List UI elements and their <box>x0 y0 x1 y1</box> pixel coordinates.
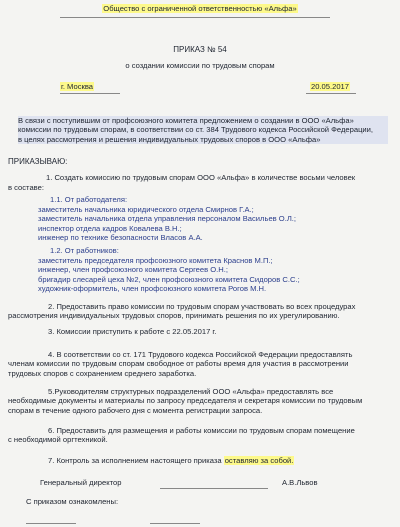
workers-heading: 1.2. От работников: <box>50 246 119 255</box>
preamble-line-2: комиссии по трудовым спорам, в соответствии со ст. 384 Трудового кодекса Российской Федерации, <box>18 125 374 135</box>
ack-rule-1 <box>26 523 76 524</box>
item-2-line-2: рассмотрения индивидуальных трудовых споров, принимать решения по их урегулированию. <box>8 311 340 321</box>
item-6-line-2: с необходимой оргтехникой. <box>8 435 108 445</box>
workers-list <box>38 256 300 294</box>
item-1-line-1: 1. Создать комиссию по трудовым спорам ООО «Альфа» в количестве восьми человек <box>46 173 356 182</box>
date-rule <box>306 93 356 94</box>
worker-member: бригадир слесарей цеха №2, член профсоюзного комитета Сидоров С.С.; <box>38 274 300 284</box>
acknowledged-label: С приказом ознакомлены: <box>26 497 119 506</box>
item-3: 3. Комиссии приступить к работе с 22.05.2017 г. <box>48 327 217 336</box>
item-4-line-3: трудовых споров с сохранением среднего заработка. <box>8 368 197 378</box>
org-name: Общество с ограниченной ответственностью «Альфа» <box>103 4 297 13</box>
worker-member: инженер, член профсоюзного комитета Сергеев О.Н.; <box>38 265 228 275</box>
item-7 <box>48 456 294 465</box>
item-4-line-1: 4. В соответствии со ст. 171 Трудового кодекса Российской Федерации предоставлять <box>48 350 353 359</box>
employer-heading: 1.1. От работодателя: <box>50 195 128 204</box>
org-header <box>0 4 400 13</box>
item-6 <box>8 426 355 445</box>
item-5-line-3: спорам в течение одного рабочего дня с момента регистрации запроса. <box>8 405 263 415</box>
header-rule <box>60 17 330 18</box>
order-date: 20.05.2017 <box>311 82 350 91</box>
preamble <box>18 116 388 144</box>
order-title: ПРИКАЗ № 54 <box>173 45 227 54</box>
item-5-line-1: 5.Руководителям структурных подразделений ООО «Альфа» предоставлять все <box>48 387 334 396</box>
item-5 <box>8 387 362 415</box>
item-4 <box>8 350 352 378</box>
employer-member: заместитель начальника отдела управления персоналом Васильев О.Л.; <box>38 214 297 224</box>
order-word: ПРИКАЗЫВАЮ: <box>8 157 68 166</box>
preamble-line-1: В связи с поступившим от профсоюзного комитета предложением о создании в ООО «Альфа» <box>18 116 354 125</box>
signature-position: Генеральный директор <box>40 478 122 487</box>
employer-member: инженер по технике безопасности Власов А.А. <box>38 233 203 243</box>
preamble-line-3: в целях рассмотрения и решения индивидуальных трудовых споров в ООО «Альфа» <box>18 134 321 144</box>
worker-member: заместитель председателя профсоюзного комитета Краснов М.П.; <box>38 256 273 265</box>
worker-member: художник-оформитель, член профсоюзного комитета Рогов М.Н. <box>38 284 267 294</box>
signature-name: А.В.Львов <box>282 478 318 487</box>
item-5-line-2: необходимые документы и материалы по запросу председателя и секретаря комиссии по трудовым <box>8 396 363 406</box>
order-subject: о создании комиссии по трудовым спорам <box>125 61 275 70</box>
employer-member: заместитель начальника юридического отдела Смирнов Г.А.; <box>38 205 254 214</box>
item-4-line-2: членам комиссии по трудовым спорам свободное от работы время для участия в рассмотрении <box>8 359 349 369</box>
item-7-highlight: оставляю за собой. <box>224 456 294 465</box>
employer-list <box>38 205 296 243</box>
item-2 <box>8 302 355 321</box>
city-rule <box>60 93 120 94</box>
item-2-line-1: 2. Предоставить право комиссии по трудовым спорам участвовать во всех процедурах <box>48 302 356 311</box>
employer-member: инспектор отдела кадров Ковалева В.Н.; <box>38 223 182 233</box>
ack-rule-2 <box>150 523 200 524</box>
item-1-line-2: в составе: <box>8 183 44 192</box>
order-city: г. Москва <box>61 82 93 91</box>
item-6-line-1: 6. Предоставить для размещения и работы комиссии по трудовым спорам помещение <box>48 426 355 435</box>
signature-line <box>160 488 268 489</box>
item-7-text: 7. Контроль за исполнением настоящего приказа <box>48 456 222 465</box>
